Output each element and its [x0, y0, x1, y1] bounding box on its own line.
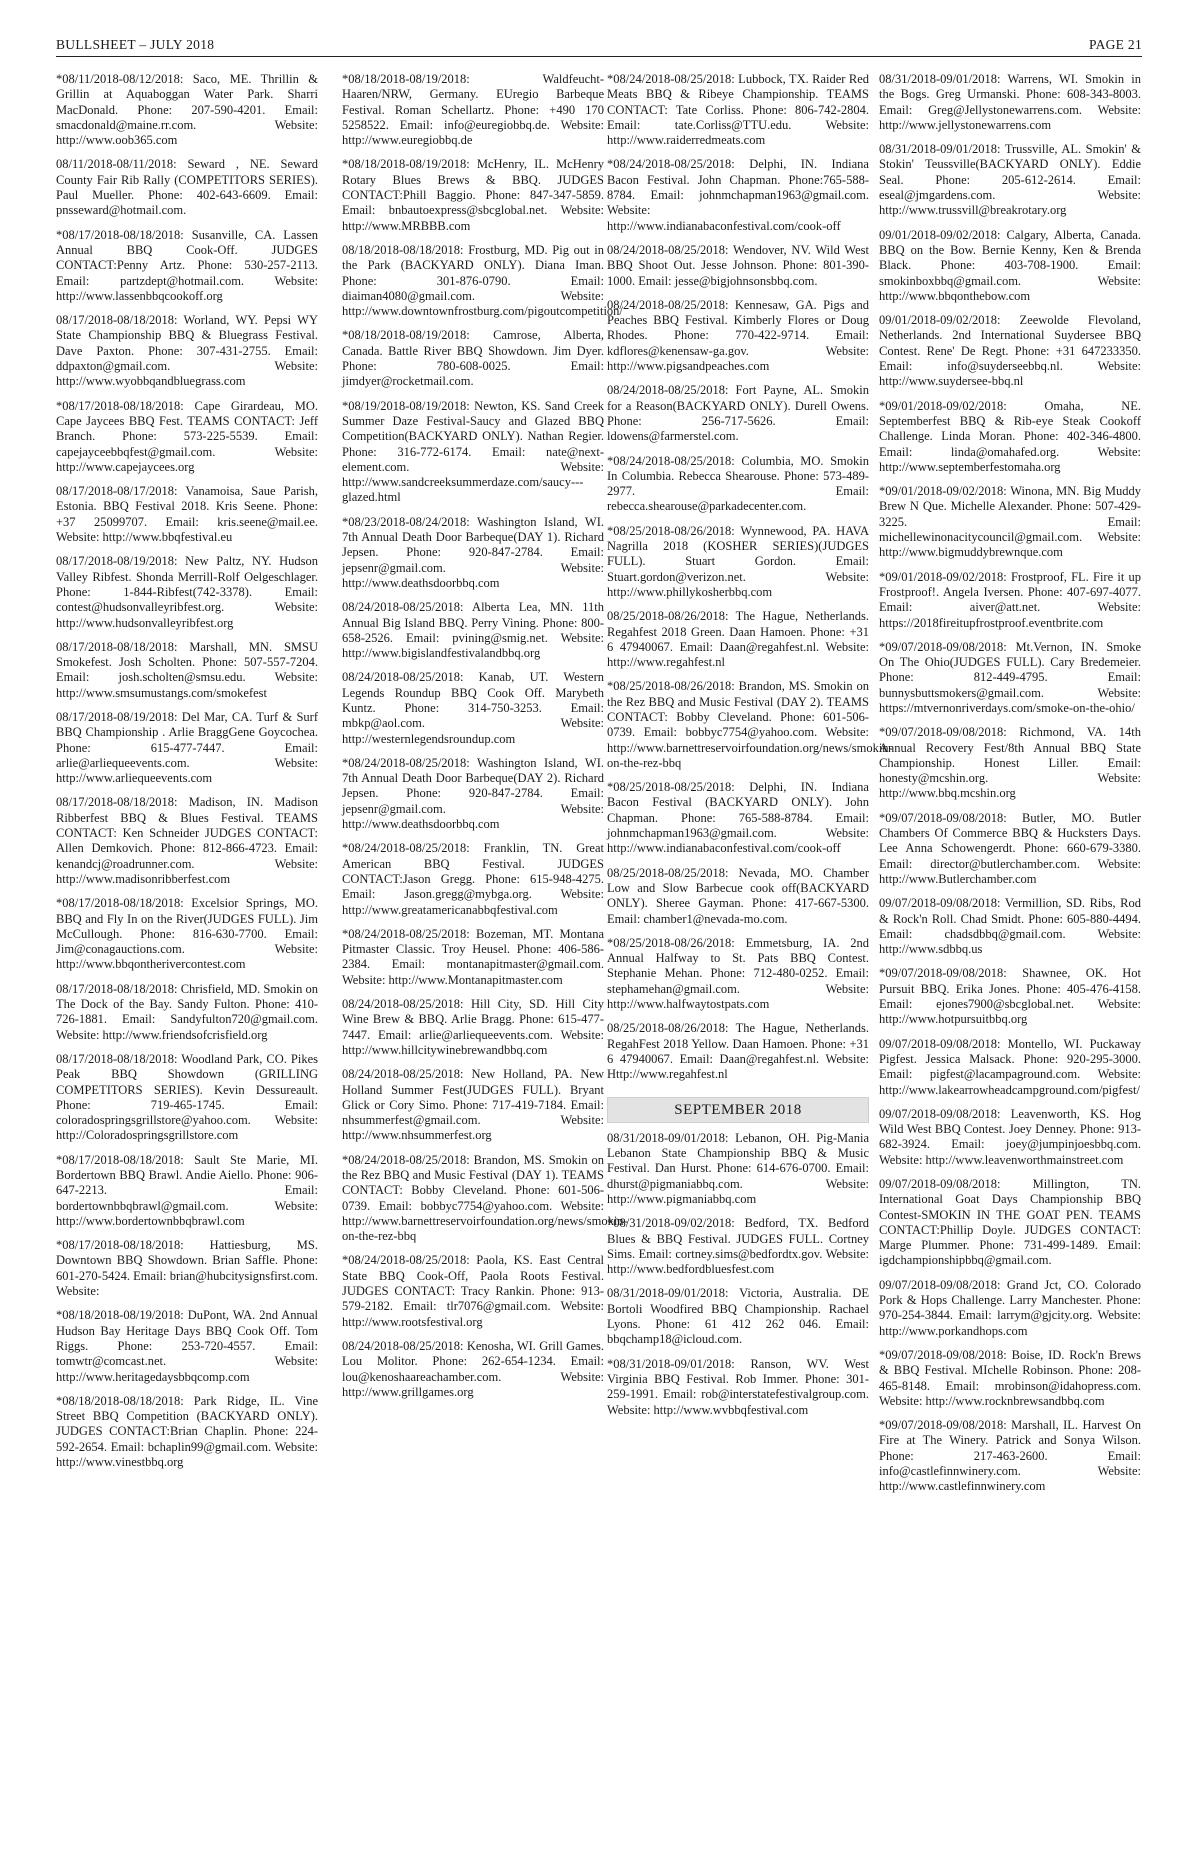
event-listing: 08/18/2018-08/18/2018: Frostburg, MD. Pig out in the Park (BACKYARD ONLY). Diana Iman. Phone: 301-876-0790. Email: diaiman4080@gmail.com. Website: http://www.downtownfrostburg.com/pigoutcompetition/ [342, 242, 623, 319]
event-listing: 08/17/2018-08/18/2018: Worland, WY. Pepsi WY State Championship BBQ & Bluegrass Festival. Dave Paxton. Phone: 307-431-2755. Email: ddpaxton@gmail.com. Website: http://www.wyobbqandbluegrass.com [56, 313, 318, 389]
event-listing: 08/17/2018-08/18/2018: Woodland Park, CO. Pikes Peak BBQ Showdown (GRILLING COMPETITORS SERIES). Kevin Dessureault. Phone: 719-465-1745. Email: coloradospringsgrillstore@yahoo.com. Website: http://Coloradospringsgrillstore.com [56, 1051, 318, 1143]
event-listing: *09/07/2018-09/08/2018: Marshall, IL. Harvest On Fire at The Winery. Patrick and Sonya Wilson. Phone: 217-463-2600. Email: info@castlefinnwinery.com. Website: http://www.castlefinnwinery.com [879, 1418, 1141, 1494]
event-listing: *08/24/2018-08/25/2018: Washington Island, WI. 7th Annual Death Door Barbeque(DAY 2). Richard Jepsen. Phone: 920-847-2784. Email: jepsenr@gmail.com. Website: http://www.deathsdoorbbq.com [342, 755, 604, 832]
event-listing: 09/07/2018-09/08/2018: Montello, WI. Puckaway Pigfest. Jessica Malsack. Phone: 920-295-3000. Email: pigfest@lacampaground.com. Website: http://www.lakearrowheadcampground.com/pigfest/ [879, 1036, 1141, 1097]
event-listing: *08/25/2018-08/26/2018: Emmetsburg, IA. 2nd Annual Halfway to St. Pats BBQ Contest. Stephanie Mehan. Phone: 712-480-0252. Email: stephamehan@gmail.com. Website: http://www.halfwaytostpats.com [607, 935, 869, 1012]
event-listing: *08/17/2018-08/18/2018: Susanville, CA. Lassen Annual BBQ Cook-Off. JUDGES CONTACT:Penny Artz. Phone: 530-257-2113. Email: partzdept@hotmail.com. Website: http://www.lassenbbqcookoff.org [56, 227, 318, 303]
event-listing: 08/24/2018-08/25/2018: Kanab, UT. Western Legends Roundup BBQ Cook Off. Marybeth Kuntz. Phone: 314-750-3253. Email: mbkp@aol.com. Website: http://westernlegendsroundup.com [342, 670, 604, 746]
event-listing: *09/01/2018-09/02/2018: Omaha, NE. Septemberfest BBQ & Rib-eye Steak Cookoff Challenge. Linda Moran. Phone: 402-346-4800. Email: linda@omahafed.org. Website: http://www.septemberfestomaha.org [879, 398, 1141, 474]
event-listing: *08/24/2018-08/25/2018: Delphi, IN. Indiana Bacon Festival. John Chapman. Phone:765-588-8784. Email: johnmchapman1963@gmail.com. Website: http://www.indianabaconfestival.com/cook-off [607, 157, 869, 233]
event-listing: 08/24/2018-08/25/2018: Kennesaw, GA. Pigs and Peaches BBQ Festival. Kimberly Flores or Doug Rhodes. Phone: 770-422-9714. Email: kdflores@kenensaw-ga.gov. Website: http://www.pigsandpeaches.com [607, 297, 869, 374]
event-listing: 08/17/2018-08/17/2018: Vanamoisa, Saue Parish, Estonia. BBQ Festival 2018. Kris Seene. Phone: +37 25099707. Email: kris.seene@mail.ee. Website: http://www.bbqfestival.eu [56, 484, 318, 545]
listing-column-1 [56, 72, 318, 1479]
event-listing: *08/17/2018-08/18/2018: Excelsior Springs, MO. BBQ and Fly In on the River(JUDGES FULL). Jim McCullough. Phone: 816-630-7700. Email: Jim@conagauctions.com. Website: http://www.bbqontherivercontest.com [56, 896, 318, 972]
event-listing: 08/24/2018-08/25/2018: Hill City, SD. Hill City Wine Brew & BBQ. Arlie Bragg. Phone: 615-477-7447. Email: arlie@arliequeevents.com. Website: http://www.hillcitywinebrewandbbq.com [342, 997, 604, 1057]
event-listing: *09/01/2018-09/02/2018: Winona, MN. Big Muddy Brew N Que. Michelle Alexander. Phone: 507-429-3225. Email: michellewinonacitycouncil@gmail.com. Website: http://www.bigmuddybrewnque.com [879, 484, 1141, 560]
page-number: PAGE 21 [1089, 37, 1142, 52]
event-listing: *08/24/2018-08/25/2018: Brandon, MS. Smokin on the Rez BBQ and Music Festival (DAY 1). TEAMS CONTACT: Bobby Cleveland. Phone: 601-506-0739. Email: bobbyc7754@yahoo.com. Website: http://www.barnettreservoirfoundation.org/news/smokin-on-the-rez-bbq [342, 1152, 628, 1244]
event-listing: *08/18/2018-08/18/2018: Park Ridge, IL. Vine Street BBQ Competition (BACKYARD ONLY). JUDGES CONTACT:Brian Chaplin. Phone: 224-592-2654. Email: bchaplin99@gmail.com. Website: http://www.vinestbbq.org [56, 1393, 318, 1470]
listing-column-4 [879, 72, 1141, 1504]
event-listing: *08/11/2018-08/12/2018: Saco, ME. Thrillin & Grillin at Aquaboggan Water Park. Sharri MacDonald. Phone: 207-590-4201. Email: smacdonald@maine.rr.com. Website: http://www.oob365.com [56, 72, 318, 148]
publication-title: BULLSHEET – JULY 2018 [56, 37, 215, 52]
event-listing: *08/17/2018-08/18/2018: Hattiesburg, MS. Downtown BBQ Showdown. Brian Saffle. Phone: 601-270-5424. Email: brian@hubcitysignsfirst.com. Website: [56, 1238, 318, 1299]
event-listing: *08/17/2018-08/18/2018: Cape Girardeau, MO. Cape Jaycees BBQ Fest. TEAMS CONTACT: Jeff Branch. Phone: 573-225-5539. Email: capejayceebbqfest@gmail.com. Website: http://www.capejaycees.org [56, 398, 318, 474]
event-listing: 08/11/2018-08/11/2018: Seward , NE. Seward County Fair Rib Rally (COMPETITORS SERIES). Paul Mueller. Phone: 402-643-6609. Email: pnsseward@hotmail.com. [56, 157, 318, 218]
event-listing: *08/24/2018-08/25/2018: Columbia, MO. Smokin In Columbia. Rebecca Shearouse. Phone: 573-489-2977. Email: rebecca.shearouse@parkadecenter.com. [607, 453, 869, 514]
event-listing: 09/07/2018-09/08/2018: Leavenworth, KS. Hog Wild West BBQ Contest. Joey Denney. Phone: 913-682-3924. Email: joey@jumpinjoesbbq.com. Website: http://www.leavenworthmainstreet.com [879, 1106, 1141, 1167]
event-listing: 08/25/2018-08/25/2018: Nevada, MO. Chamber Low and Slow Barbecue cook off(BACKYARD ONLY). Sheree Gayman. Phone: 417-667-5300. Email: chamber1@nevada-mo.com. [607, 865, 869, 926]
event-listing: 08/17/2018-08/19/2018: Del Mar, CA. Turf & Surf BBQ Championship . Arlie BraggGene Goycochea. Phone: 615-477-7447. Email: arlie@arliequeevents.com. Website: http://www.arliequeevents.com [56, 709, 318, 786]
event-listing: *08/25/2018-08/26/2018: Brandon, MS. Smokin on the Rez BBQ and Music Festival (DAY 2). TEAMS CONTACT: Bobby Cleveland. Phone: 601-506-0739. Email: bobbyc7754@yahoo.com. Website: http://www.barnettreservoirfoundation.org/news/smokin-on-the-rez-bbq [607, 679, 893, 770]
event-listing: 08/25/2018-08/26/2018: The Hague, Netherlands. Regahfest 2018 Green. Daan Hamoen. Phone: +31 6 47940067. Email: Daan@regahfest.nl. Website: http://www.regahfest.nl [607, 609, 869, 670]
event-listing: *08/17/2018-08/18/2018: Sault Ste Marie, MI. Bordertown BBQ Brawl. Andie Aiello. Phone: 906-647-2213. Email: bordertownbbqbrawl@gmail.com. Website: http://www.bordertownbbqbrawl.com [56, 1152, 318, 1228]
event-listing: 08/31/2018-09/01/2018: Lebanon, OH. Pig-Mania Lebanon State Championship BBQ & Music Festival. Dan Hurst. Phone: 614-676-0700. Email: dhurst@pigmaniabbq.com. Website: http://www.pigmaniabbq.com [607, 1130, 869, 1206]
event-listing: *08/24/2018-08/25/2018: Paola, KS. East Central State BBQ Cook-Off, Paola Roots Festival. JUDGES CONTACT: Tracy Rankin. Phone: 913-579-2182. Email: tlr7076@gmail.com. Website: http://www.rootsfestival.org [342, 1253, 604, 1329]
listing-column-3 [607, 72, 893, 1427]
event-listing: 09/01/2018-09/02/2018: Zeewolde Flevoland, Netherlands. 2nd International Suydersee BBQ Contest. Rene' De Regt. Phone: +31 647233350. Email: info@suyderseebbq.nl. Website: http://www.suydersee-bbq.nl [879, 313, 1141, 389]
event-listing: 08/24/2018-08/25/2018: New Holland, PA. New Holland Summer Fest(JUDGES FULL). Bryant Glick or Cory Simo. Phone: 717-419-7184. Email: nhsummerfest@gmail.com. Website: http://www.nhsummerfest.org [342, 1067, 604, 1143]
event-listing: 08/31/2018-09/01/2018: Trussville, AL. Smokin' & Stokin' Teussville(BACKYARD ONLY). Eddie Seal. Phone: 205-612-2614. Email: eseal@jmgardens.com. Website: http://www.trussvill@breakrotary.org [879, 142, 1141, 218]
event-listing: 08/24/2018-08/25/2018: Wendover, NV. Wild West BBQ Shoot Out. Jesse Johnson. Phone: 801-390-1000. Email: jesse@bigjohnsonsbbq.com. [607, 242, 869, 288]
event-listing: *08/18/2018-08/19/2018: Waldfeucht-Haaren/NRW, Germany. EUregio Barbeque Festival. Roman Schellartz. Phone: +490 170 5258522. Email: info@euregiobbq.de. Website: http://www.euregiobbq.de [342, 72, 604, 148]
event-listing: 08/17/2018-08/18/2018: Chrisfield, MD. Smokin on The Dock of the Bay. Sandy Fulton. Phone: 410-726-1881. Email: Sandyfulton720@gmail.com. Website: http://www.friendsofcrisfield.org [56, 981, 318, 1042]
event-listing: *09/07/2018-09/08/2018: Mt.Vernon, IN. Smoke On The Ohio(JUDGES FULL). Cary Bredemeier. Phone: 812-449-4795. Email: bunnysbuttsmokers@gmail.com. Website: https://mtvernonriverdays.com/smoke-on-the-ohio/ [879, 639, 1141, 715]
event-listing: 08/31/2018-09/01/2018: Warrens, WI. Smokin in the Bogs. Greg Urmanski. Phone: 608-343-8003. Email: Greg@Jellystonewarrens.com. Website: http://www.jellystonewarrens.com [879, 72, 1141, 132]
event-listing: 09/07/2018-09/08/2018: Grand Jct, CO. Colorado Pork & Hops Challenge. Larry Manchester. Phone: 970-254-3844. Email: larrym@gjcity.org. Website: http://www.porkandhops.com [879, 1277, 1141, 1338]
event-listing: 08/17/2018-08/18/2018: Madison, IN. Madison Ribberfest BBQ & Blues Festival. TEAMS CONTACT: Ken Schneider JUDGES CONTACT: Allen Demkovich. Phone: 812-866-4723. Email: kenandcj@roadrunner.com. Website: http://www.madisonribberfest.com [56, 795, 318, 886]
event-listing: 09/07/2018-09/08/2018: Vermillion, SD. Ribs, Rod & Rock'n Roll. Chad Smidt. Phone: 605-880-4494. Email: chadsdbbq@gmail.com. Website: http://www.sdbbq.us [879, 896, 1141, 957]
event-listing: *08/25/2018-08/25/2018: Delphi, IN. Indiana Bacon Festival (BACKYARD ONLY). John Chapman. Phone: 765-588-8784. Email: johnmchapman1963@gmail.com. Website: http://www.indianabaconfestival.com/cook-off [607, 780, 869, 856]
event-listing: *08/24/2018-08/25/2018: Lubbock, TX. Raider Red Meats BBQ & Ribeye Championship. TEAMS CONTACT: Tate Corliss. Phone: 806-742-2804. Email: tate.Corliss@TTU.edu. Website: http://www.raiderredmeats.com [607, 72, 869, 148]
event-listing: *08/19/2018-08/19/2018: Newton, KS. Sand Creek Summer Daze Festival-Saucy and Glazed BBQ Competition(BACKYARD ONLY). Nathan Regier. Phone: 316-772-6174. Email: nate@next-element.com. Website: http://www.sandcreeksummerdaze.com/saucy---glazed.html [342, 398, 604, 505]
month-section-header: SEPTEMBER 2018 [607, 1097, 869, 1123]
event-listing: *08/31/2018-09/01/2018: Ranson, WV. West Virginia BBQ Festival. Rob Immer. Phone: 301-259-1991. Email: rob@interstatefestivalgroup.com. Website: http://www.wvbbqfestival.com [607, 1356, 869, 1417]
event-listing: 08/24/2018-08/25/2018: Kenosha, WI. Grill Games. Lou Molitor. Phone: 262-654-1234. Email: lou@kenoshaareachamber.com. Website: http://www.grillgames.org [342, 1338, 604, 1399]
event-listing: 08/25/2018-08/26/2018: The Hague, Netherlands. RegahFest 2018 Yellow. Daan Hamoen. Phone: +31 6 47940067. Email: Daan@regahfest.nl. Website: Http://www.regahfest.nl [607, 1021, 869, 1082]
event-listing: *08/31/2018-09/02/2018: Bedford, TX. Bedford Blues & BBQ Festival. JUDGES FULL. Cortney Sims. Email: cortney.sims@bedfordtx.gov. Website: http://www.bedfordbluesfest.com [607, 1216, 869, 1277]
event-listing: *09/07/2018-09/08/2018: Richmond, VA. 14th Annual Recovery Fest/8th Annual BBQ State Championship. Honest Liller. Email: honesty@mcshin.org. Website: http://www.bbq.mcshin.org [879, 725, 1141, 801]
event-listing: *08/18/2018-08/19/2018: McHenry, IL. McHenry Rotary Blues Brews & BBQ. JUDGES CONTACT:Phill Baggio. Phone: 847-347-5859. Email: bnbautoexpress@sbcglobal.net. Website: http://www.MRBBB.com [342, 157, 604, 233]
event-listing: *08/24/2018-08/25/2018: Franklin, TN. Great American BBQ Festival. JUDGES CONTACT:Jason Gregg. Phone: 615-948-4275. Email: Jason.gregg@mybga.org. Website: http://www.greatamericanabbqfestival.com [342, 841, 604, 917]
event-listing: *08/18/2018-08/19/2018: Camrose, Alberta, Canada. Battle River BBQ Showdown. Jim Dyer. Phone: 780-608-0025. Email: jimdyer@rocketmail.com. [342, 328, 604, 389]
event-listing: 08/17/2018-08/18/2018: Marshall, MN. SMSU Smokefest. Josh Scholten. Phone: 507-557-7204. Email: josh.scholten@smsu.edu. Website: http://www.smsumustangs.com/smokefest [56, 639, 318, 700]
event-listing: 09/07/2018-09/08/2018: Millington, TN. International Goat Days Championship BBQ Contest-SMOKIN IN THE GOAT PEN. TEAMS CONTACT:Phillip Doyle. JUDGES CONTACT: Marge Plummer. Phone: 731-499-1489. Email: igdchampionshipbbq@gmail.com. [879, 1177, 1141, 1268]
event-listing: 08/17/2018-08/19/2018: New Paltz, NY. Hudson Valley Ribfest. Shonda Merrill-Rolf Oelgeschlager. Phone: 1-844-Ribfest(742-3378). Email: contest@hudsonvalleyribfest.org. Website: http://www.hudsonvalleyribfest.org [56, 554, 318, 630]
page-header [56, 34, 1142, 57]
event-listing: *08/18/2018-08/19/2018: DuPont, WA. 2nd Annual Hudson Bay Heritage Days BBQ Cook Off. Tom Riggs. Phone: 253-720-4557. Email: tomwtr@comcast.net. Website: http://www.heritagedaysbbqcomp.com [56, 1308, 318, 1384]
event-listing: *09/07/2018-09/08/2018: Shawnee, OK. Hot Pursuit BBQ. Erika Jones. Phone: 405-476-4158. Email: ejones7900@sbcglobal.net. Website: http://www.hotpursuitbbq.org [879, 966, 1141, 1027]
event-listing: *08/24/2018-08/25/2018: Bozeman, MT. Montana Pitmaster Classic. Troy Heusel. Phone: 406-586-2384. Email: montanapitmaster@gmail.com. Website: http://www.Montanapitmaster.com [342, 926, 604, 987]
event-listing: 08/24/2018-08/25/2018: Alberta Lea, MN. 11th Annual Big Island BBQ. Perry Vining. Phone: 800-658-2526. Email: pvining@smig.net. Website: http://www.bigislandfestivalandbbq.org [342, 600, 604, 661]
event-listing: 08/31/2018-09/01/2018: Victoria, Australia. DE Bortoli Woodfired BBQ Championship. Rachael Lyons. Phone: 61 412 262 046. Email: bbqchamp18@icloud.com. [607, 1286, 869, 1347]
event-listing: *08/23/2018-08/24/2018: Washington Island, WI. 7th Annual Death Door Barbeque(DAY 1). Richard Jepsen. Phone: 920-847-2784. Email: jepsenr@gmail.com. Website: http://www.deathsdoorbbq.com [342, 514, 604, 590]
event-listing: *09/01/2018-09/02/2018: Frostproof, FL. Fire it up Frostproof!. Angela Iversen. Phone: 407-697-4077. Email: aiver@att.net. Website: https://2018fireitupfrostproof.eventbrite.com [879, 569, 1141, 630]
event-listing: *09/07/2018-09/08/2018: Boise, ID. Rock'n Brews & BBQ Festival. MIchelle Robinson. Phone: 208-465-8148. Email: mrobinson@idahopress.com. Website: http://www.rocknbrewsandbbq.com [879, 1347, 1141, 1408]
event-listing: *08/25/2018-08/26/2018: Wynnewood, PA. HAVA Nagrilla 2018 (KOSHER SERIES)(JUDGES FULL). Stuart Gordon. Email: Stuart.gordon@verizon.net. Website: http://www.phillykosherbbq.com [607, 523, 869, 599]
event-listing: 09/01/2018-09/02/2018: Calgary, Alberta, Canada. BBQ on the Bow. Bernie Kenny, Ken & Brenda Black. Phone: 403-708-1900. Email: smokinboxbbq@gmail.com. Website: http://www.bbqonthebow.com [879, 227, 1141, 303]
event-listing: *09/07/2018-09/08/2018: Butler, MO. Butler Chambers Of Commerce BBQ & Hucksters Days. Lee Anna Schowengerdt. Phone: 660-679-3380. Email: director@butlerchamber.com. Website: http://www.Butlerchamber.com [879, 810, 1141, 886]
listing-column-2 [342, 72, 628, 1409]
event-listing: 08/24/2018-08/25/2018: Fort Payne, AL. Smokin for a Reason(BACKYARD ONLY). Durell Owens. Phone: 256-717-5626. Email: ldowens@farmerstel.com. [607, 383, 869, 444]
